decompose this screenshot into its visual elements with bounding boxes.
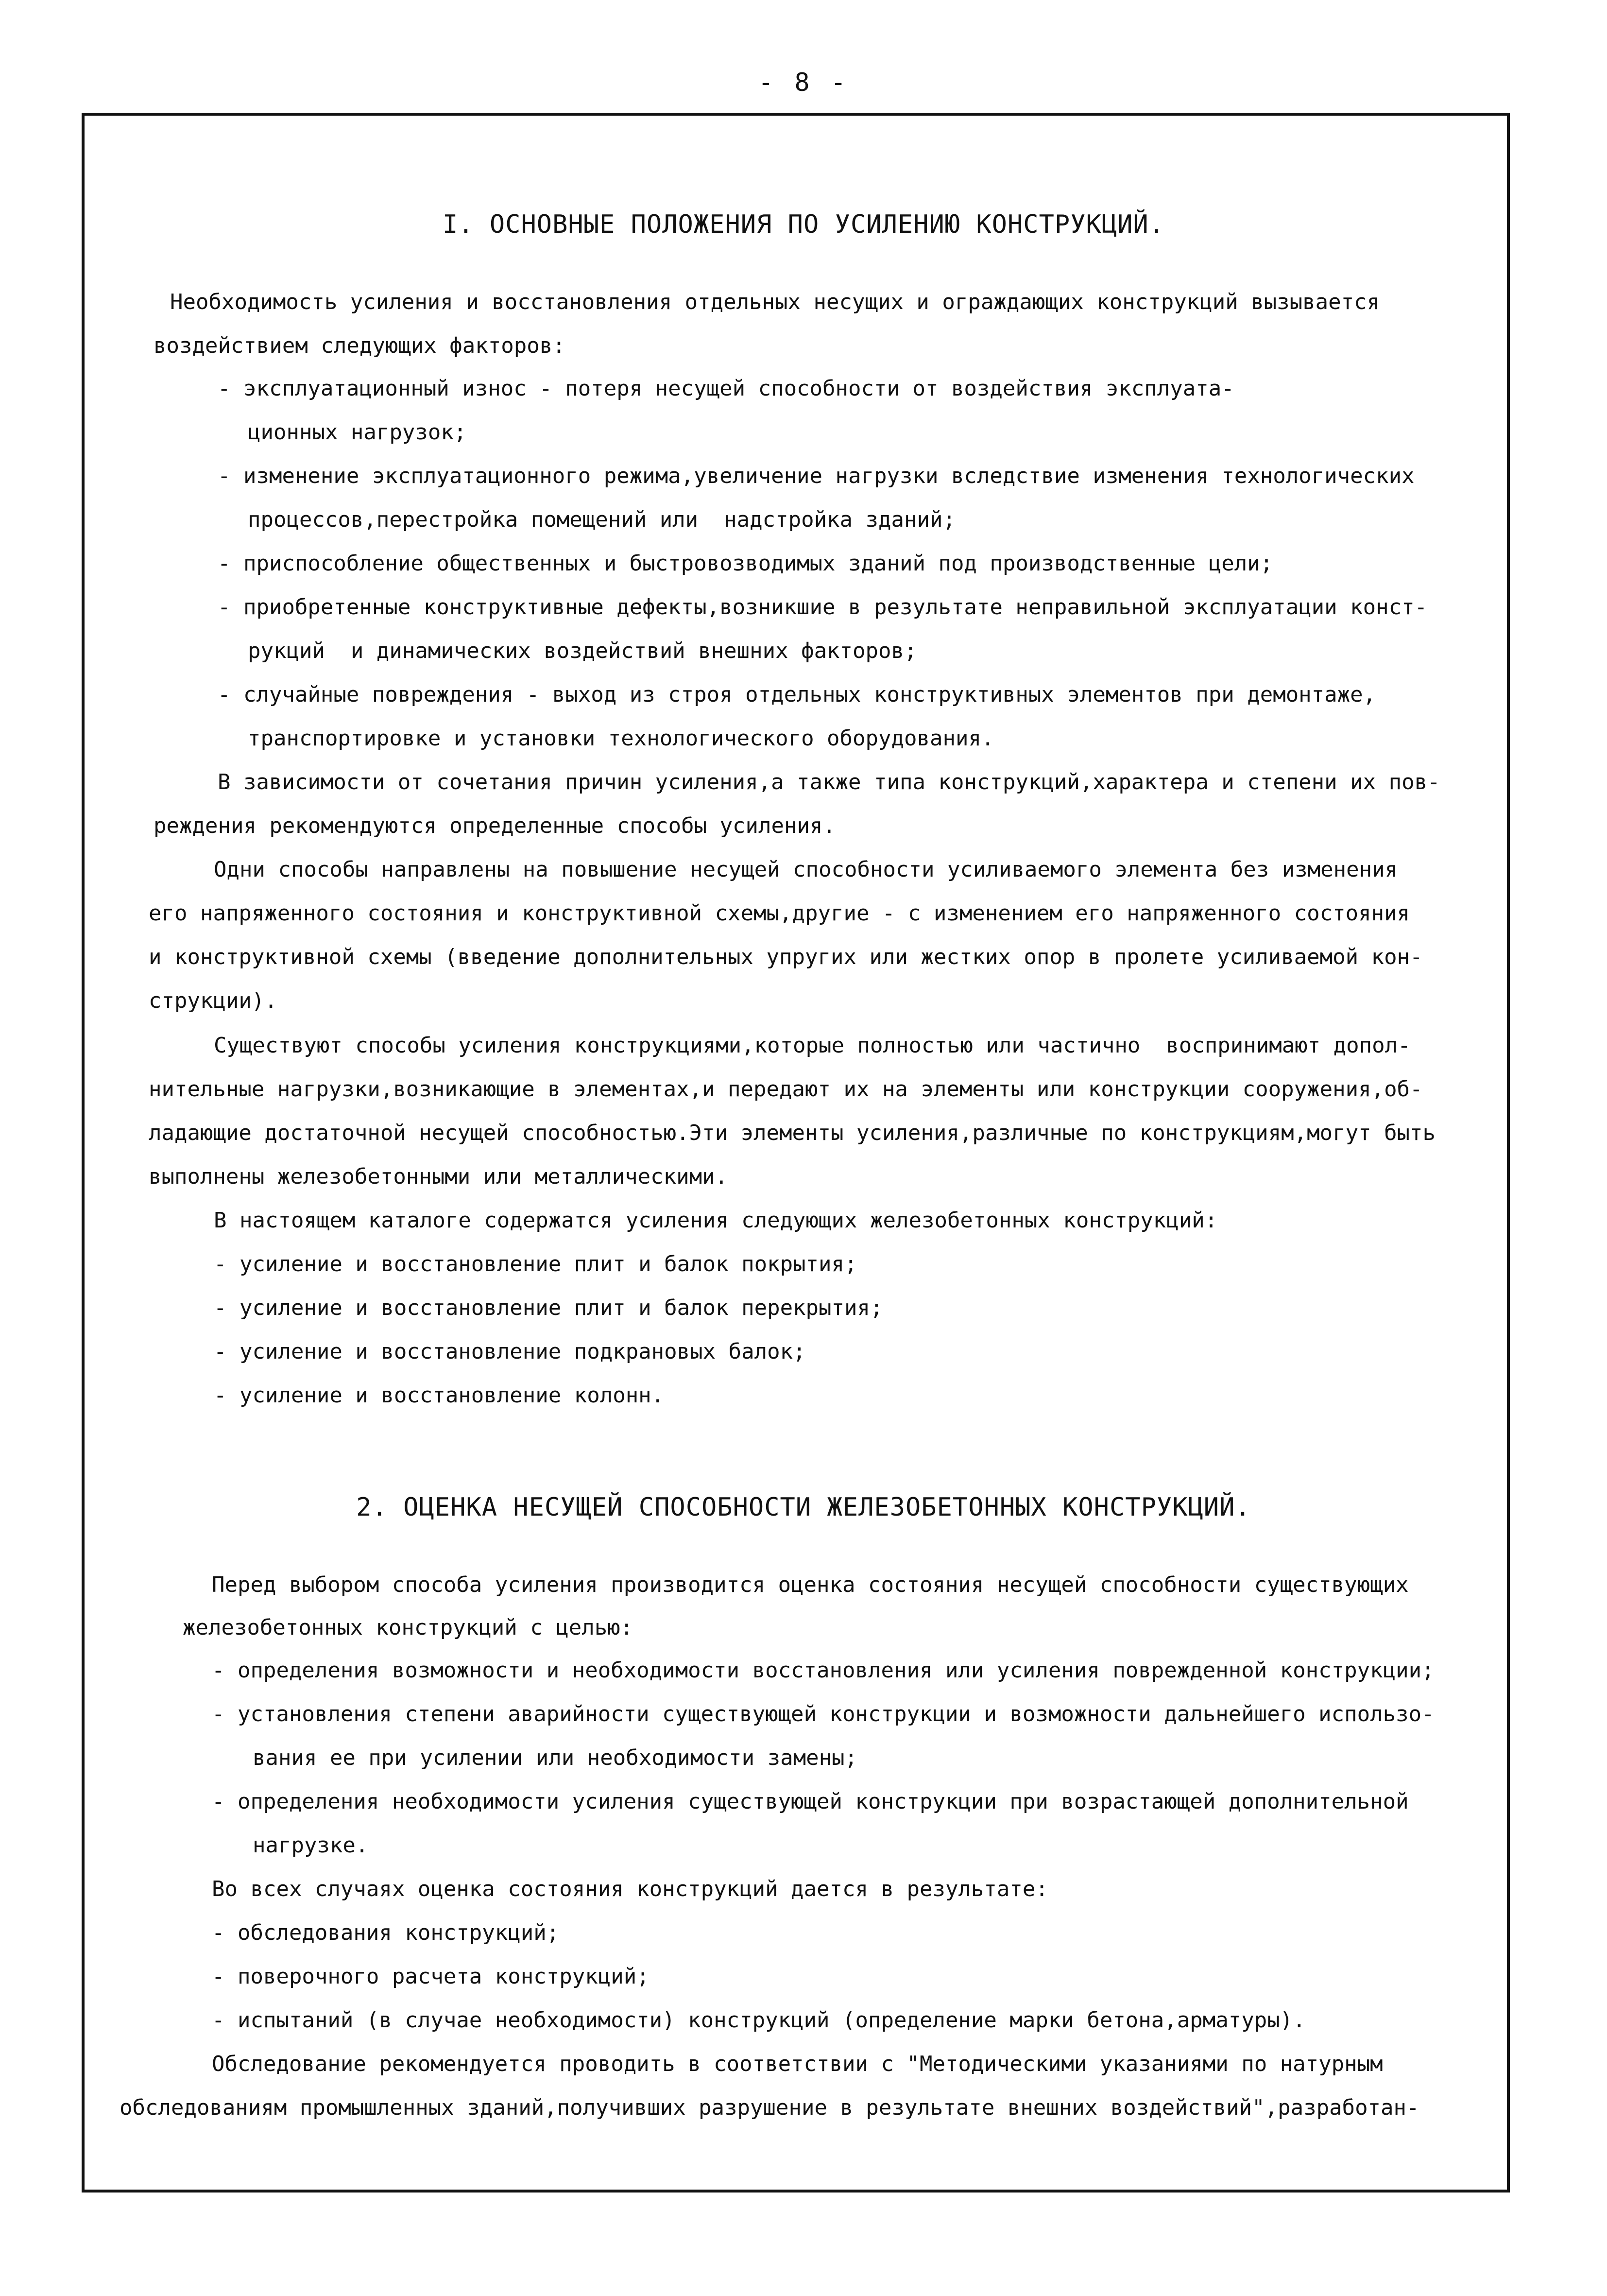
paragraph-line: железобетонных конструкций с целью: bbox=[183, 1615, 633, 1640]
paragraph-line: и конструктивной схемы (введение дополнительных упругих или жестких опор в пролете усиливаемой кон- bbox=[149, 945, 1423, 969]
list-item: - усиление и восстановление плит и балок перекрытия; bbox=[214, 1295, 883, 1320]
section-2-heading: 2. ОЦЕНКА НЕСУЩЕЙ СПОСОБНОСТИ ЖЕЛЕЗОБЕТОННЫХ КОНСТРУКЦИЙ. bbox=[356, 1493, 1251, 1522]
list-item-continuation: нагрузке. bbox=[253, 1833, 369, 1858]
list-item: - поверочного расчета конструкций; bbox=[212, 1964, 650, 1989]
paragraph-line: воздействием следующих факторов: bbox=[154, 333, 565, 358]
paragraph-line: Перед выбором способа усиления производится оценка состояния несущей способности существующих bbox=[212, 1572, 1409, 1597]
paragraph-line: Обследование рекомендуется проводить в соответствии с "Методическими указаниями по натурным bbox=[212, 2052, 1383, 2076]
list-item: - изменение эксплуатационного режима,увеличение нагрузки вследствие изменения технологических bbox=[218, 464, 1415, 488]
list-item-continuation: вания ее при усилении или необходимости замены; bbox=[253, 1745, 858, 1770]
list-item-continuation: транспортировке и установки технологического оборудования. bbox=[248, 726, 994, 751]
list-item: - приобретенные конструктивные дефекты,возникшие в результате неправильной эксплуатации конст- bbox=[218, 595, 1428, 620]
paragraph-line: Необходимость усиления и восстановления отдельных несущих и ограждающих конструкций вызывается bbox=[170, 290, 1380, 314]
paragraph-line: Во всех случаях оценка состояния конструкций дается в результате: bbox=[212, 1877, 1048, 1901]
list-item: - обследования конструкций; bbox=[212, 1920, 560, 1945]
paragraph-line: Существуют способы усиления конструкциями,которые полностью или частично воспринимают допол- bbox=[214, 1033, 1411, 1058]
list-item: - установления степени аварийности существующей конструкции и возможности дальнейшего использо- bbox=[212, 1702, 1435, 1726]
list-item: - испытаний (в случае необходимости) конструкций (определение марки бетона,арматуры). bbox=[212, 2008, 1306, 2033]
paragraph-line: его напряженного состояния и конструктивной схемы,другие - с изменением его напряженного состояния bbox=[149, 901, 1410, 926]
paragraph-line: нительные нагрузки,возникающие в элементах,и передают их на элементы или конструкции сооружения,об- bbox=[149, 1077, 1423, 1102]
list-item: - усиление и восстановление плит и балок покрытия; bbox=[214, 1252, 857, 1277]
paragraph-line: Одни способы направлены на повышение несущей способности усиливаемого элемента без изменения bbox=[214, 857, 1398, 882]
list-item: - усиление и восстановление подкрановых балок; bbox=[214, 1339, 806, 1364]
list-item: - определения необходимости усиления существующей конструкции при возрастающей дополнительной bbox=[212, 1789, 1409, 1814]
paragraph-line: В зависимости от сочетания причин усиления,а также типа конструкций,характера и степени их пов- bbox=[218, 770, 1440, 794]
list-item-continuation: ционных нагрузок; bbox=[248, 420, 467, 445]
list-item: - эксплуатационный износ - потеря несущей способности от воздействия эксплуата- bbox=[218, 376, 1234, 401]
list-item: - усиление и восстановление колонн. bbox=[214, 1383, 665, 1408]
paragraph-line: В настоящем каталоге содержатся усиления следующих железобетонных конструкций: bbox=[214, 1208, 1218, 1233]
paragraph-line: выполнены железобетонными или металлическими. bbox=[149, 1164, 728, 1189]
paragraph-line: обследованиям промышленных зданий,получивших разрушение в результате внешних воздействий",разработан- bbox=[120, 2095, 1419, 2120]
page-number: - 8 - bbox=[758, 68, 849, 97]
list-item: - случайные повреждения - выход из строя отдельных конструктивных элементов при демонтаже, bbox=[218, 682, 1376, 707]
list-item-continuation: рукций и динамических воздействий внешних факторов; bbox=[248, 639, 917, 663]
section-1-heading: I. ОСНОВНЫЕ ПОЛОЖЕНИЯ ПО УСИЛЕНИЮ КОНСТРУКЦИЙ. bbox=[442, 210, 1165, 239]
paragraph-line: реждения рекомендуются определенные способы усиления. bbox=[154, 813, 836, 838]
paragraph-line: ладающие достаточной несущей способностью.Эти элементы усиления,различные по конструкциям,могут быть bbox=[149, 1121, 1436, 1145]
list-item: - определения возможности и необходимости восстановления или усиления поврежденной конструкции; bbox=[212, 1658, 1435, 1683]
paragraph-line: струкции). bbox=[149, 988, 277, 1013]
list-item: - приспособление общественных и быстровозводимых зданий под производственные цели; bbox=[218, 551, 1273, 576]
list-item-continuation: процессов,перестройка помещений или надстройка зданий; bbox=[248, 507, 956, 532]
